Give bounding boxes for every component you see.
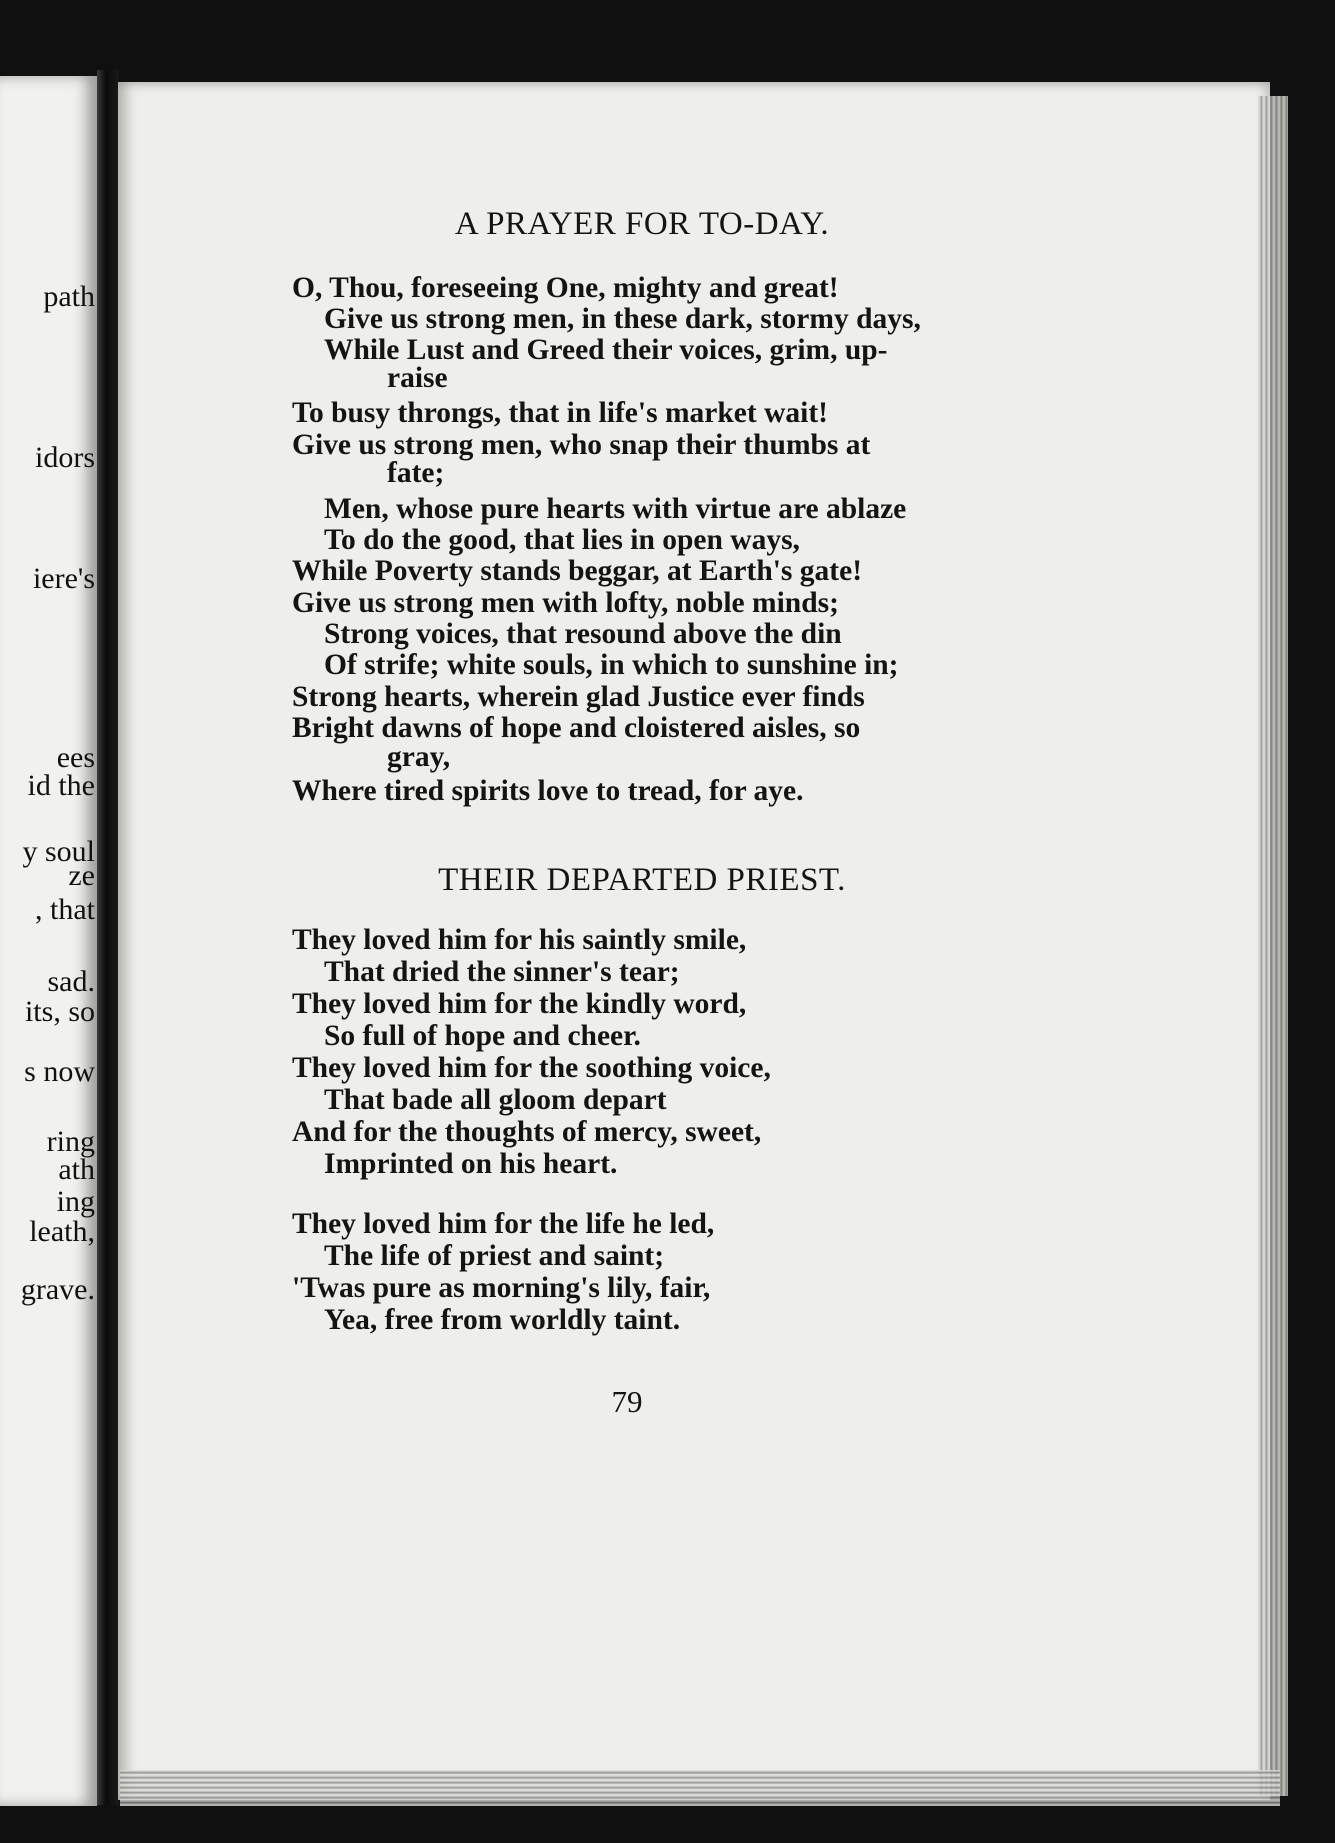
left-page-fragment: , that [35, 893, 95, 926]
verse-line: raise [387, 362, 448, 394]
verse-line: Men, whose pure hearts with virtue are ablaze [324, 493, 907, 525]
left-page-fragment: leath, [29, 1215, 95, 1248]
verse-line: gray, [387, 741, 451, 773]
verse-line: Imprinted on his heart. [324, 1148, 618, 1180]
left-page-fragment: ring [46, 1125, 95, 1158]
left-page-fragment: ath [58, 1153, 95, 1186]
left-page-fragment: iere's [32, 562, 95, 595]
poem-title: THEIR DEPARTED PRIEST. [438, 862, 846, 898]
page-stack-bottom-edge [120, 1770, 1280, 1806]
verse-line: While Poverty stands beggar, at Earth's gate! [292, 555, 863, 587]
left-page-fragment: sad. [47, 965, 95, 998]
verse-line: O, Thou, foreseeing One, mighty and great! [292, 272, 839, 304]
page-stack-right-edge [1258, 96, 1288, 1796]
verse-line: That dried the sinner's tear; [324, 956, 680, 988]
left-page-fragment: ing [56, 1185, 95, 1218]
left-page-fragment: s now [24, 1055, 95, 1088]
verse-line: They loved him for the kindly word, [292, 988, 747, 1020]
verse-line: Strong voices, that resound above the din [324, 618, 842, 650]
verse-line: Bright dawns of hope and cloistered aisles, so [292, 712, 861, 744]
left-page-fragment: y soul [22, 835, 95, 868]
left-page-fragment: its, so [24, 995, 95, 1028]
verse-line: Yea, free from worldly taint. [324, 1304, 681, 1336]
verse-line: fate; [387, 457, 445, 489]
book-gutter [97, 70, 119, 1805]
left-page-fragment: ees [56, 741, 95, 774]
verse-line: 'Twas pure as morning's lily, fair, [292, 1272, 711, 1304]
left-page-fragment: path [43, 280, 95, 313]
verse-line: And for the thoughts of mercy, sweet, [292, 1116, 762, 1148]
verse-line: So full of hope and cheer. [324, 1020, 641, 1052]
verse-line: Strong hearts, wherein glad Justice ever finds [292, 681, 865, 713]
facing-page-left [0, 76, 97, 1806]
verse-line: The life of priest and saint; [324, 1240, 665, 1272]
verse-line: To busy throngs, that in life's market wait! [292, 397, 828, 429]
left-page-fragment: ze [68, 859, 95, 892]
verse-line: Give us strong men, in these dark, stormy days, [324, 303, 921, 335]
verse-line: Give us strong men with lofty, noble minds; [292, 587, 839, 619]
verse-line: Give us strong men, who snap their thumbs at [292, 429, 871, 461]
verse-line: They loved him for his saintly smile, [292, 924, 747, 956]
verse-line: Of strife; white souls, in which to sunshine in; [324, 649, 899, 681]
verse-line: To do the good, that lies in open ways, [324, 524, 800, 556]
left-page-fragment: idors [35, 441, 95, 474]
verse-line: Where tired spirits love to tread, for aye. [292, 775, 804, 807]
page-79 [118, 82, 1270, 1800]
page-number: 79 [611, 1384, 643, 1419]
verse-line: That bade all gloom depart [324, 1084, 667, 1116]
left-page-fragment: id the [27, 769, 95, 802]
left-page-fragment: grave. [20, 1273, 95, 1306]
verse-line: They loved him for the life he led, [292, 1208, 715, 1240]
poem-title: A PRAYER FOR TO-DAY. [454, 206, 830, 242]
verse-line: While Lust and Greed their voices, grim, up- [324, 334, 888, 366]
verse-line: They loved him for the soothing voice, [292, 1052, 771, 1084]
